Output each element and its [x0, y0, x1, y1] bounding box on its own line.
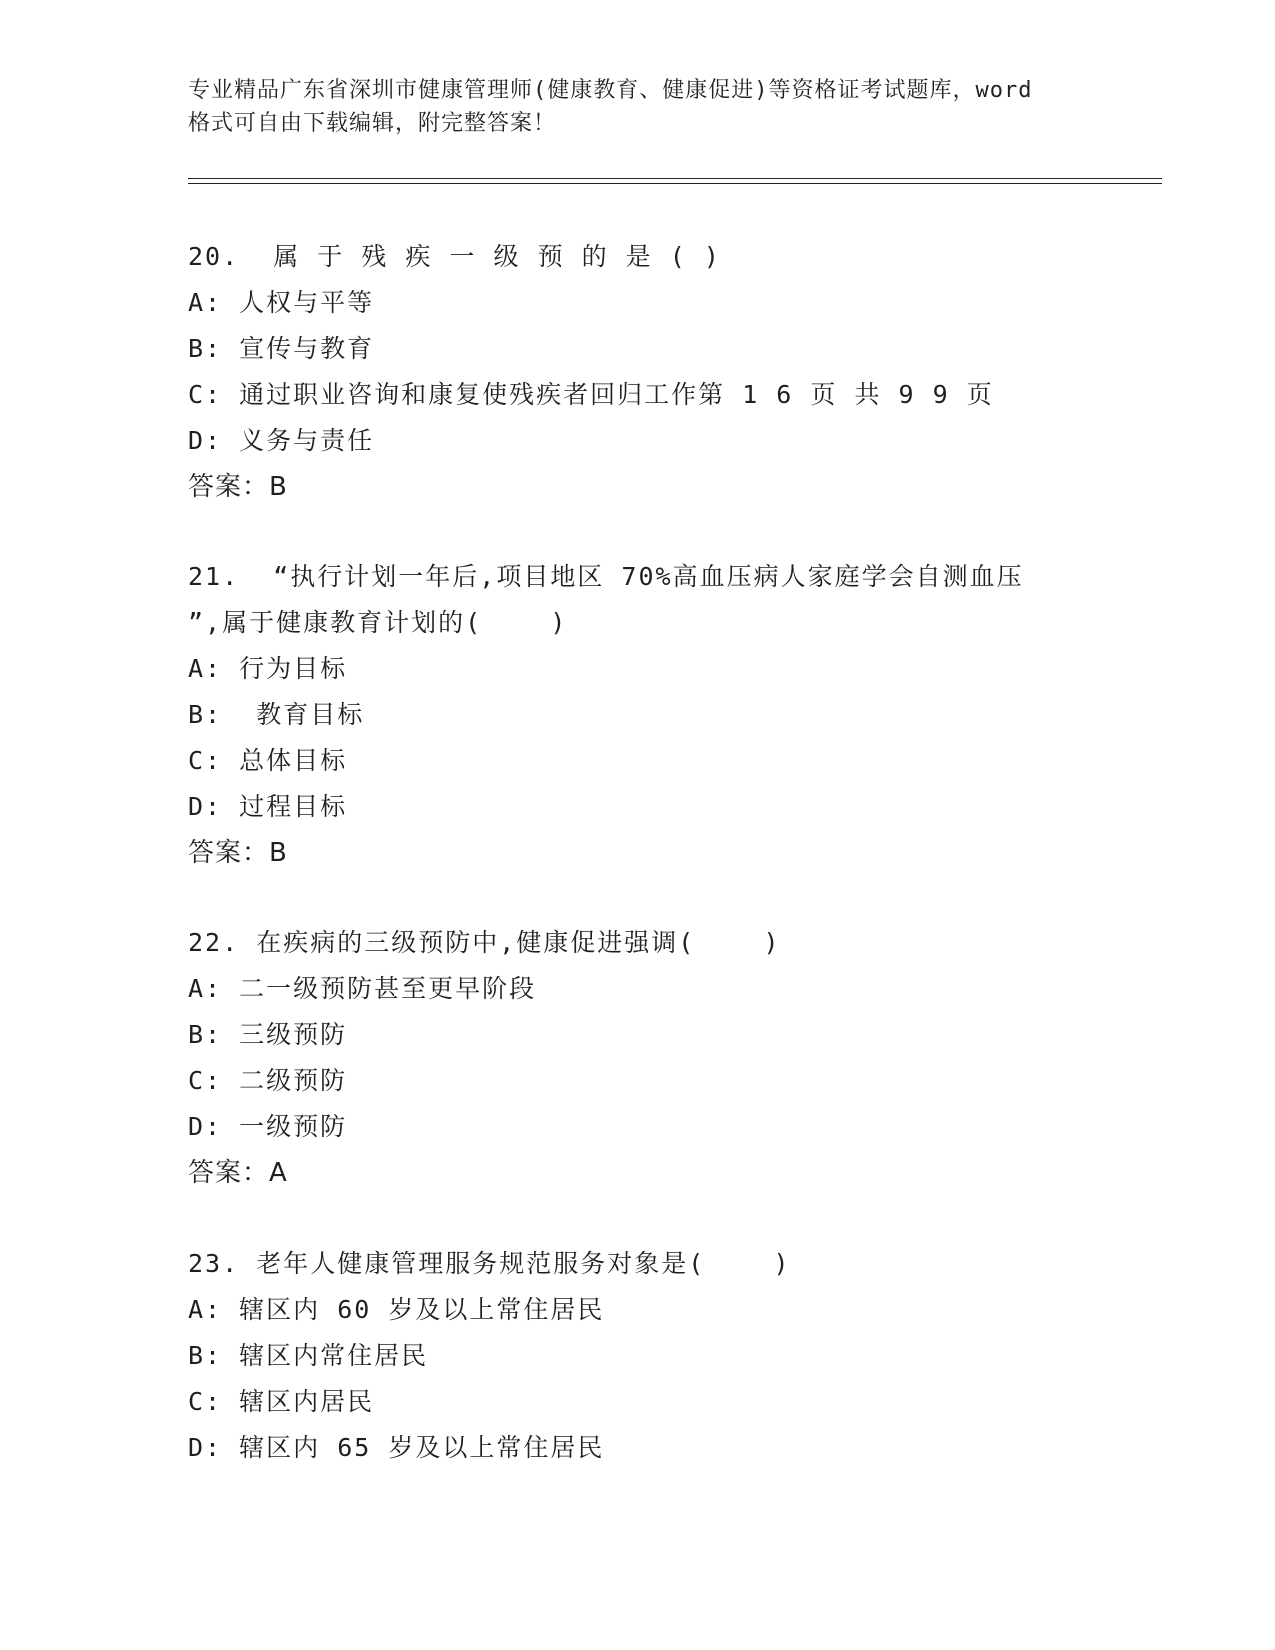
option-c: C: 总体目标 — [188, 746, 348, 775]
option-a: A: 人权与平等 — [188, 288, 375, 317]
question-21 — [188, 554, 1088, 876]
question-23 — [188, 1241, 1088, 1471]
header-line-1: 专业精品广东省深圳市健康管理师(健康教育、健康促进)等资格证考试题库，word — [188, 78, 1033, 103]
option-b: B: 三级预防 — [188, 1020, 348, 1049]
question-20 — [188, 234, 1088, 510]
question-stem-line-2: ”,属于健康教育计划的( ) — [188, 608, 568, 637]
option-c: C: 辖区内居民 — [188, 1387, 375, 1416]
option-d: D: 一级预防 — [188, 1112, 348, 1141]
question-stem: 23. 老年人健康管理服务规范服务对象是( ) — [188, 1249, 791, 1278]
option-a: A: 辖区内 60 岁及以上常住居民 — [188, 1295, 605, 1324]
question-22 — [188, 920, 1088, 1196]
option-c: C: 通过职业咨询和康复使残疾者回归工作第 1 6 页 共 9 9 页 — [188, 380, 994, 409]
question-stem: 20. 属 于 残 疾 一 级 预 的 是 ( ) — [188, 242, 721, 271]
header-divider-bottom — [188, 183, 1162, 184]
answer-line: 答案：B — [188, 472, 288, 502]
option-b: B: 教育目标 — [188, 700, 365, 729]
option-a: A: 二一级预防甚至更早阶段 — [188, 974, 537, 1003]
option-b: B: 宣传与教育 — [188, 334, 375, 363]
answer-line: 答案：A — [188, 1158, 288, 1188]
option-d: D: 辖区内 65 岁及以上常住居民 — [188, 1433, 605, 1462]
question-stem-line-1: 21. “执行计划一年后,项目地区 70%高血压病人家庭学会自测血压 — [188, 562, 1024, 591]
option-a: A: 行为目标 — [188, 654, 348, 683]
header-line-2: 格式可自由下载编辑，附完整答案！ — [188, 111, 557, 136]
option-c: C: 二级预防 — [188, 1066, 348, 1095]
header-divider-top — [188, 178, 1162, 179]
option-d: D: 过程目标 — [188, 792, 348, 821]
option-b: B: 辖区内常住居民 — [188, 1341, 429, 1370]
answer-line: 答案：B — [188, 838, 288, 868]
option-d: D: 义务与责任 — [188, 426, 375, 455]
question-stem: 22. 在疾病的三级预防中,健康促进强调( ) — [188, 928, 781, 957]
document-header — [188, 74, 1088, 140]
